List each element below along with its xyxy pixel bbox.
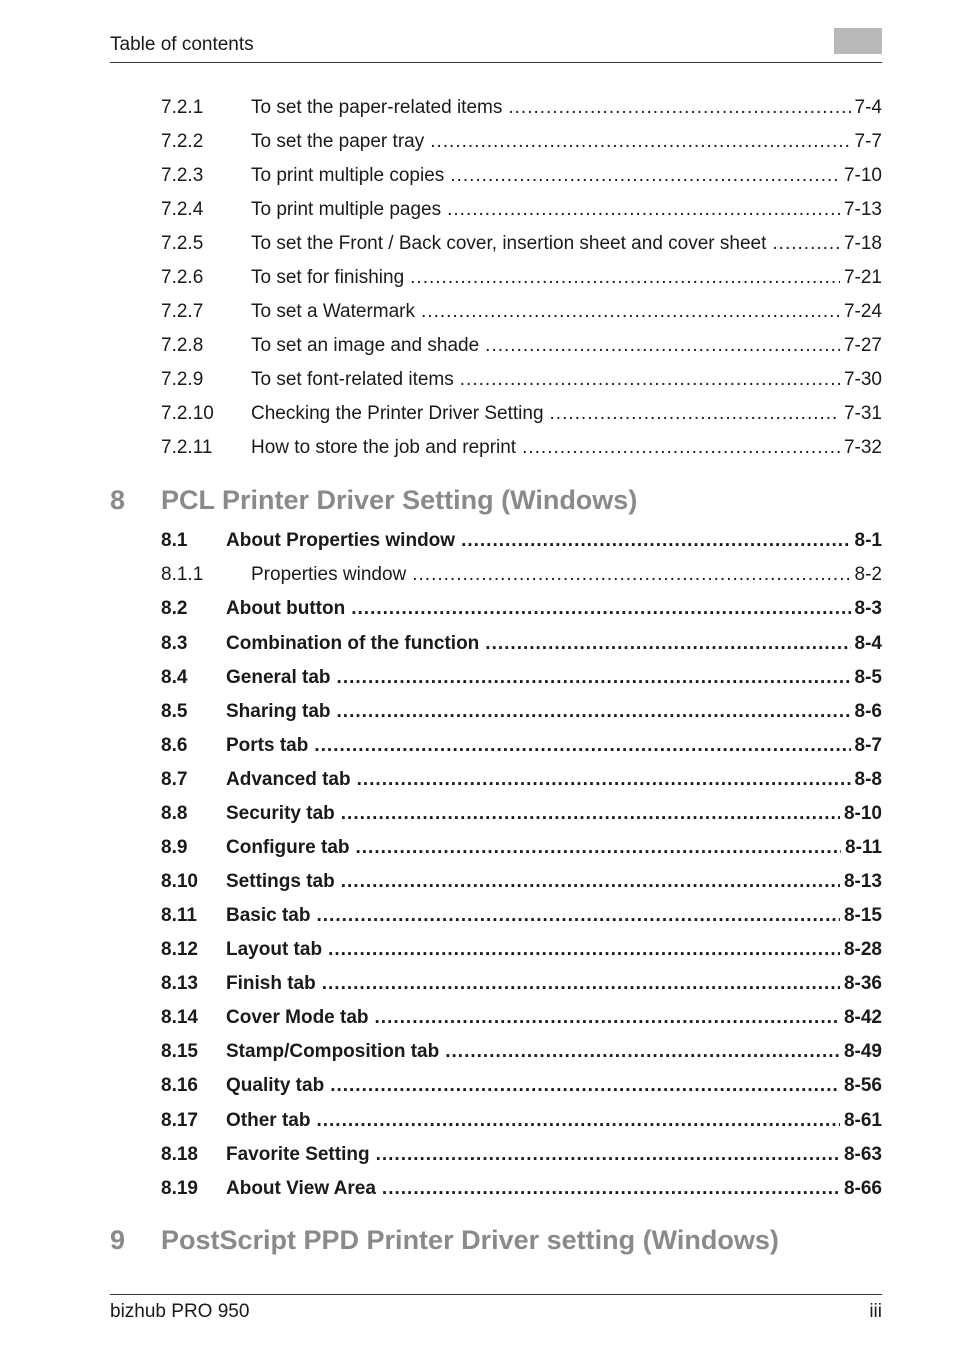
chapter-number: 9	[110, 1225, 126, 1255]
toc-entry-title: Other tab	[226, 1110, 311, 1131]
toc-entry-number: 7.2.5	[161, 233, 204, 254]
toc-entry-number: 8.17	[161, 1110, 198, 1131]
toc-entry-7-2-6[interactable]	[161, 267, 882, 293]
toc-entry-number: 8.1.1	[161, 564, 204, 585]
dot-leader	[485, 335, 840, 357]
toc-entry-number: 7.2.11	[161, 437, 213, 458]
chapter-title: PostScript PPD Printer Driver setting (Windows)	[161, 1225, 779, 1255]
toc-entry-title: About View Area	[226, 1178, 376, 1199]
toc-entry-page: 8-28	[843, 939, 882, 960]
toc-entry-8-16[interactable]	[161, 1075, 882, 1101]
toc-entry-title: Settings tab	[226, 871, 335, 892]
toc-entry-8-11[interactable]	[161, 905, 882, 931]
toc-entry-title: Properties window	[251, 564, 407, 585]
toc-entry-8-17[interactable]	[161, 1110, 882, 1136]
toc-entry-page: 7-7	[854, 131, 882, 152]
toc-entry-page: 7-10	[843, 165, 882, 186]
dot-leader	[522, 437, 840, 459]
toc-entry-number: 8.16	[161, 1075, 198, 1096]
toc-entry-page: 7-24	[843, 301, 882, 322]
toc-entry-7-2-9[interactable]	[161, 369, 882, 395]
toc-entry-title: To set for finishing	[251, 267, 405, 288]
toc-entry-title: How to store the job and reprint	[251, 437, 517, 458]
toc-entry-page: 8-4	[854, 633, 882, 654]
toc-entry-page: 8-2	[854, 564, 882, 585]
toc-entry-8-10[interactable]	[161, 871, 882, 897]
toc-entry-title: Combination of the function	[226, 633, 480, 654]
toc-entry-page: 7-18	[843, 233, 882, 254]
toc-entry-number: 8.7	[161, 769, 188, 790]
toc-entry-8-1[interactable]	[161, 530, 882, 556]
dot-leader	[376, 1144, 840, 1166]
toc-entry-7-2-8[interactable]	[161, 335, 882, 361]
toc-entry-title: Stamp/Composition tab	[226, 1041, 440, 1062]
toc-entry-7-2-7[interactable]	[161, 301, 882, 327]
toc-entry-7-2-2[interactable]	[161, 131, 882, 157]
page-footer	[110, 1294, 882, 1322]
dot-leader	[460, 369, 840, 391]
dot-leader	[410, 267, 840, 289]
toc-entry-title: To set an image and shade	[251, 335, 480, 356]
toc-entry-page: 8-11	[845, 837, 882, 858]
toc-entry-7-2-3[interactable]	[161, 165, 882, 191]
toc-entry-page: 8-63	[843, 1144, 882, 1165]
toc-entry-title: Favorite Setting	[226, 1144, 370, 1165]
toc-entry-number: 7.2.3	[161, 165, 204, 186]
toc-entry-title: About Properties window	[226, 530, 456, 551]
chapter-number: 8	[110, 485, 126, 515]
toc-entry-8-1-1[interactable]	[161, 564, 882, 590]
toc-entry-number: 8.3	[161, 633, 188, 654]
toc-entry-page: 7-30	[843, 369, 882, 390]
toc-entry-title: To set font-related items	[251, 369, 454, 390]
dot-leader	[314, 735, 850, 757]
toc-entry-page: 8-3	[854, 598, 882, 619]
toc-entry-title: Security tab	[226, 803, 335, 824]
dot-leader	[450, 165, 840, 187]
toc-entry-number: 7.2.1	[161, 97, 204, 118]
dot-leader	[337, 667, 851, 689]
dot-leader	[508, 97, 850, 119]
toc-entry-number: 8.10	[161, 871, 198, 892]
toc-entry-page: 8-15	[843, 905, 882, 926]
toc-entry-8-8[interactable]	[161, 803, 882, 829]
toc-entry-number: 8.14	[161, 1007, 198, 1028]
toc-entry-title: Checking the Printer Driver Setting	[251, 403, 544, 424]
toc-entry-8-13[interactable]	[161, 973, 882, 999]
dot-leader	[412, 564, 850, 586]
toc-entry-title: To print multiple copies	[251, 165, 445, 186]
toc-entry-page: 8-6	[854, 701, 882, 722]
toc-entry-title: Basic tab	[226, 905, 311, 926]
toc-entry-page: 7-21	[843, 267, 882, 288]
toc-entry-title: About button	[226, 598, 346, 619]
dot-leader	[341, 871, 840, 893]
toc-entry-7-2-5[interactable]	[161, 233, 882, 259]
toc-entry-number: 8.18	[161, 1144, 198, 1165]
dot-leader	[445, 1041, 840, 1063]
dot-leader	[461, 530, 850, 552]
toc-entry-number: 8.5	[161, 701, 188, 722]
toc-entry-title: Sharing tab	[226, 701, 331, 722]
toc-entry-title: Advanced tab	[226, 769, 351, 790]
dot-leader	[447, 199, 840, 221]
toc-entry-page: 8-61	[843, 1110, 882, 1131]
toc-entry-number: 7.2.6	[161, 267, 204, 288]
chapter-heading-9[interactable]	[110, 1225, 882, 1256]
toc-entry-page: 7-31	[843, 403, 882, 424]
toc-entry-page: 7-32	[843, 437, 882, 458]
toc-entry-page: 8-13	[843, 871, 882, 892]
dot-leader	[316, 1110, 840, 1132]
toc-entry-number: 8.4	[161, 667, 188, 688]
toc-entry-title: To print multiple pages	[251, 199, 442, 220]
toc-entry-title: To set the Front / Back cover, insertion sheet and cover sheet	[251, 233, 767, 254]
toc-entry-7-2-4[interactable]	[161, 199, 882, 225]
toc-entry-number: 8.2	[161, 598, 188, 619]
dot-leader	[421, 301, 840, 323]
toc-entry-title: General tab	[226, 667, 331, 688]
dot-leader	[322, 973, 840, 995]
dot-leader	[357, 769, 851, 791]
toc-entry-8-14[interactable]	[161, 1007, 882, 1033]
toc-entry-number: 7.2.8	[161, 335, 204, 356]
chapter-title: PCL Printer Driver Setting (Windows)	[161, 485, 638, 515]
toc-entry-title: To set a Watermark	[251, 301, 416, 322]
toc-entry-7-2-1[interactable]	[161, 97, 882, 123]
toc-entry-number: 7.2.7	[161, 301, 204, 322]
footer-page-number: iii	[869, 1301, 882, 1322]
dot-leader	[550, 403, 840, 425]
toc-entry-number: 7.2.9	[161, 369, 204, 390]
toc-entry-8-5[interactable]	[161, 701, 882, 727]
toc-entry-number: 8.15	[161, 1041, 198, 1062]
toc-entry-page: 8-5	[854, 667, 882, 688]
toc-entry-number: 8.11	[161, 905, 197, 926]
toc-entry-7-2-10[interactable]	[161, 403, 882, 429]
toc-entry-page: 7-27	[843, 335, 882, 356]
dot-leader	[341, 803, 840, 825]
toc-entry-number: 8.6	[161, 735, 188, 756]
toc-entry-number: 7.2.2	[161, 131, 204, 152]
chapter-heading-8[interactable]	[110, 485, 882, 516]
toc-entry-page: 8-36	[843, 973, 882, 994]
toc-entry-title: Ports tab	[226, 735, 309, 756]
toc-entry-page: 8-42	[843, 1007, 882, 1028]
toc-entry-number: 8.9	[161, 837, 188, 858]
toc-entry-number: 8.13	[161, 973, 198, 994]
toc-entry-number: 7.2.4	[161, 199, 204, 220]
toc-entry-page: 7-4	[854, 97, 882, 118]
toc-entry-7-2-11[interactable]	[161, 437, 882, 463]
toc-entry-8-9[interactable]	[161, 837, 882, 863]
toc-entry-title: Layout tab	[226, 939, 323, 960]
toc-entry-page: 8-1	[854, 530, 882, 551]
toc-entry-number: 8.1	[161, 530, 188, 551]
dot-leader	[485, 633, 850, 655]
toc-entry-8-15[interactable]	[161, 1041, 882, 1067]
toc-entry-8-2[interactable]	[161, 598, 882, 624]
toc-entry-8-18[interactable]	[161, 1144, 882, 1170]
toc-entry-number: 7.2.10	[161, 403, 214, 424]
toc-entry-title: Cover Mode tab	[226, 1007, 369, 1028]
dot-leader	[328, 939, 840, 961]
dot-leader	[430, 131, 850, 153]
toc-entry-page: 8-10	[843, 803, 882, 824]
toc-entry-title: To set the paper-related items	[251, 97, 503, 118]
toc-entry-8-6[interactable]	[161, 735, 882, 761]
dot-leader	[375, 1007, 840, 1029]
page-header	[110, 30, 882, 63]
toc-entry-8-12[interactable]	[161, 939, 882, 965]
dot-leader	[337, 701, 851, 723]
toc-entry-page: 7-13	[843, 199, 882, 220]
toc-entry-page: 8-49	[843, 1041, 882, 1062]
toc-entry-title: Finish tab	[226, 973, 316, 994]
toc-entry-title: Quality tab	[226, 1075, 325, 1096]
toc-entry-number: 8.8	[161, 803, 188, 824]
footer-product-name: bizhub PRO 950	[110, 1301, 250, 1322]
toc-entry-page: 8-66	[843, 1178, 882, 1199]
toc-entry-page: 8-7	[854, 735, 882, 756]
toc-entry-8-4[interactable]	[161, 667, 882, 693]
toc-entry-8-7[interactable]	[161, 769, 882, 795]
dot-leader	[330, 1075, 840, 1097]
toc-entry-page: 8-8	[854, 769, 882, 790]
toc-entry-page: 8-56	[843, 1075, 882, 1096]
dot-leader	[772, 233, 840, 255]
toc-entry-8-19[interactable]	[161, 1178, 882, 1204]
dot-leader	[316, 905, 839, 927]
dot-leader	[382, 1178, 840, 1200]
toc-entry-number: 8.19	[161, 1178, 198, 1199]
toc-entry-number: 8.12	[161, 939, 198, 960]
dot-leader	[351, 598, 850, 620]
header-title: Table of contents	[110, 34, 254, 55]
header-tab-marker	[834, 28, 882, 54]
toc-entry-title: Configure tab	[226, 837, 350, 858]
toc-entry-8-3[interactable]	[161, 633, 882, 659]
dot-leader	[356, 837, 842, 859]
toc-entry-title: To set the paper tray	[251, 131, 425, 152]
